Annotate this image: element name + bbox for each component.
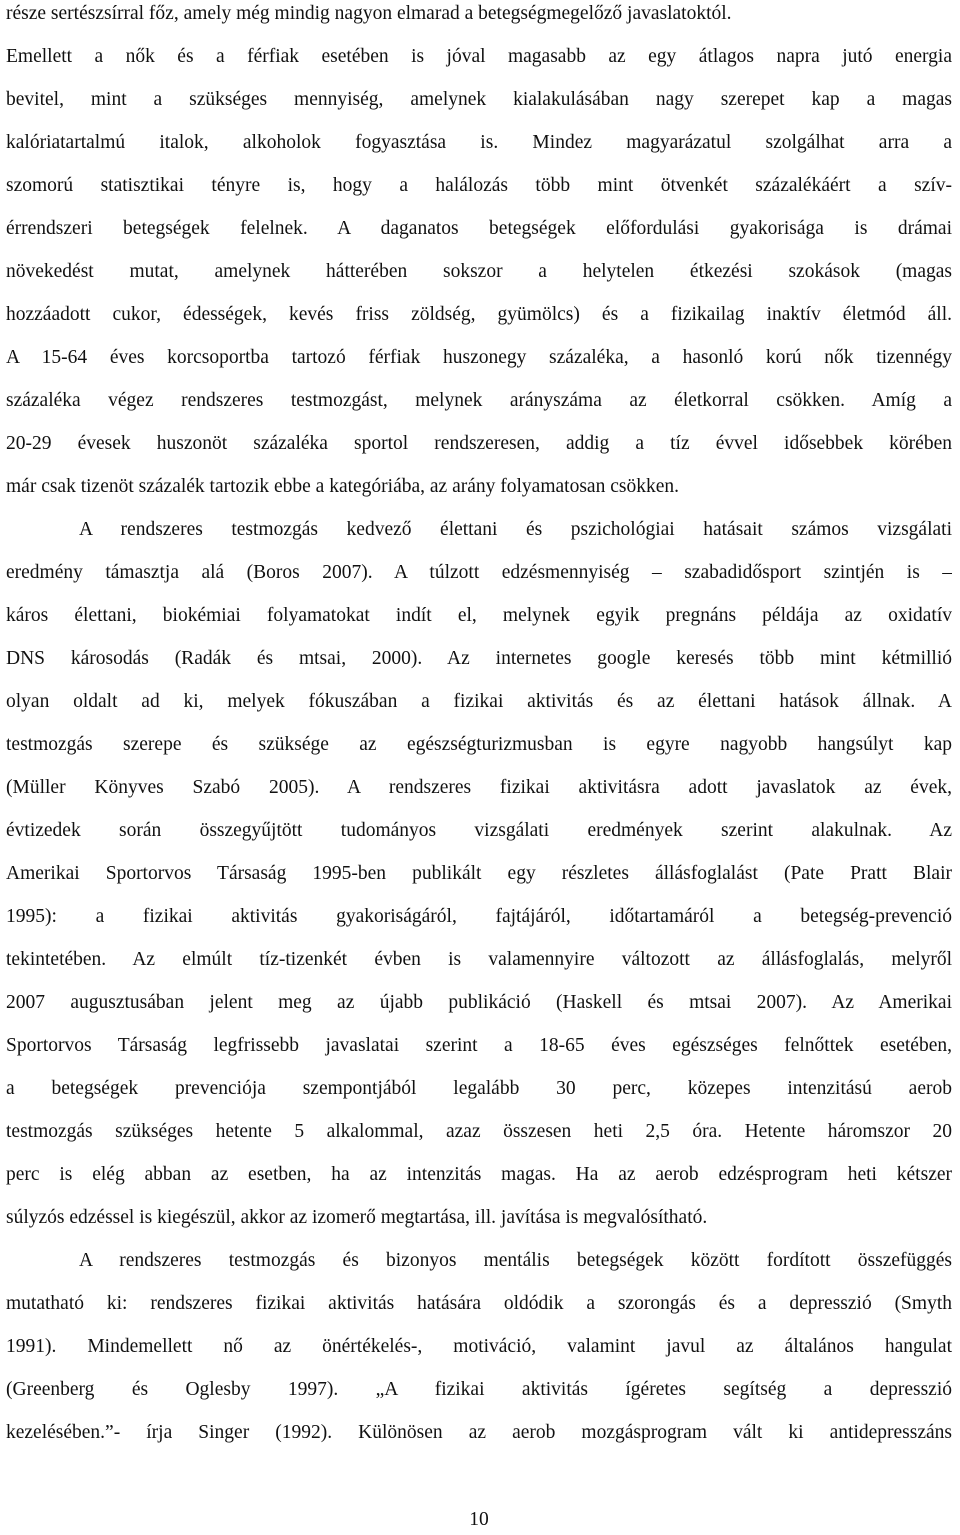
- text-line: Sportorvos Társaság legfrissebb javaslatai szerint a 18-65 éves egészséges felnőttek esetében,: [6, 1035, 952, 1056]
- body-text: [6, 0, 952, 1454]
- text-line: A rendszeres testmozgás és bizonyos mentális betegségek között fordított összefüggés: [79, 1250, 952, 1271]
- text-line: testmozgás szükséges hetente 5 alkalommal, azaz összesen heti 2,5 óra. Hetente háromszor 20: [6, 1121, 952, 1142]
- text-line: mutatható ki: rendszeres fizikai aktivitás hatására oldódik a szorongás és a depresszió (Smyth: [6, 1293, 952, 1314]
- text-line: testmozgás szerepe és szüksége az egészségturizmusban is egyre nagyobb hangsúlyt kap: [6, 734, 952, 755]
- text-line: része sertészsírral főz, amely még mindig nagyon elmarad a betegségmegelőző javaslatoktól.: [6, 3, 732, 24]
- text-line: Amerikai Sportorvos Társaság 1995-ben publikált egy részletes állásfoglalást (Pate Pratt Blair: [6, 863, 952, 884]
- text-line: káros élettani, biokémiai folyamatokat indít el, melynek egyik pregnáns példája az oxidatív: [6, 605, 952, 626]
- text-line: 20-29 évesek huszonöt százaléka sportol rendszeresen, addig a tíz évvel idősebbek körében: [6, 433, 952, 454]
- text-line: (Müller Könyves Szabó 2005). A rendszeres fizikai aktivitásra adott javaslatok az évek,: [6, 777, 952, 798]
- text-line: tekintetében. Az elmúlt tíz-tizenkét évben is valamennyire változott az állásfoglalás, melyről: [6, 949, 952, 970]
- text-line: már csak tizenöt százalék tartozik ebbe a kategóriába, az arány folyamatosan csökken.: [6, 476, 679, 497]
- text-line: A 15-64 éves korcsoportba tartozó férfiak huszonegy százaléka, a hasonló korú nők tizennégy: [6, 347, 952, 368]
- text-line: évtizedek során összegyűjtött tudományos vizsgálati eredmények szerint alakulnak. Az: [6, 820, 952, 841]
- text-line: DNS károsodás (Radák és mtsai, 2000). Az internetes google keresés több mint kétmillió: [6, 648, 952, 669]
- text-line: 1995): a fizikai aktivitás gyakoriságáról, fajtájáról, időtartamáról a betegség-prevenció: [6, 906, 952, 927]
- text-line: súlyzós edzéssel is kiegészül, akkor az izomerő megtartása, ill. javítása is megvalósítható.: [6, 1207, 708, 1228]
- text-line: kezelésében.”- írja Singer (1992). Különösen az aerob mozgásprogram vált ki antidepresszáns: [6, 1422, 952, 1443]
- text-line: hozzáadott cukor, édességek, kevés friss zöldség, gyümölcs) és a fizikailag inaktív életmód áll.: [6, 304, 952, 325]
- text-line: 2007 augusztusában jelent meg az újabb publikáció (Haskell és mtsai 2007). Az Amerikai: [6, 992, 952, 1013]
- text-line: érrendszeri betegségek felelnek. A daganatos betegségek előfordulási gyakorisága is drámai: [6, 218, 952, 239]
- text-line: A rendszeres testmozgás kedvező élettani és pszichológiai hatásait számos vizsgálati: [79, 519, 952, 540]
- text-line: olyan oldalt ad ki, melyek fókuszában a fizikai aktivitás és az élettani hatások állnak. A: [6, 691, 952, 712]
- text-line: a betegségek prevenciója szempontjából legalább 30 perc, közepes intenzitású aerob: [6, 1078, 952, 1099]
- text-line: bevitel, mint a szükséges mennyiség, amelynek kialakulásában nagy szerepet kap a magas: [6, 89, 952, 110]
- text-line: kalóriatartalmú italok, alkoholok fogyasztása is. Mindez magyarázatul szolgálhat arra a: [6, 132, 952, 153]
- text-line: Emellett a nők és a férfiak esetében is jóval magasabb az egy átlagos napra jutó energia: [6, 46, 952, 67]
- page-number: 10: [469, 1509, 489, 1530]
- text-line: (Greenberg és Oglesby 1997). „A fizikai aktivitás ígéretes segítség a depresszió: [6, 1379, 952, 1400]
- text-line: szomorú statisztikai tényre is, hogy a halálozás több mint ötvenkét százalékáért a szív-: [6, 175, 952, 196]
- text-line: eredmény támasztja alá (Boros 2007). A túlzott edzésmennyiség – szabadidősport szintjén is –: [6, 562, 952, 583]
- text-line: százaléka végez rendszeres testmozgást, melynek arányszáma az életkorral csökken. Amíg a: [6, 390, 952, 411]
- text-line: 1991). Mindemellett nő az önértékelés-, motiváció, valamint javul az általános hangulat: [6, 1336, 952, 1357]
- document-page: [6, 0, 952, 1530]
- text-line: növekedést mutat, amelynek hátterében sokszor a helytelen étkezési szokások (magas: [6, 261, 952, 282]
- text-line: perc is elég abban az esetben, ha az intenzitás magas. Ha az aerob edzésprogram heti kétszer: [6, 1164, 952, 1185]
